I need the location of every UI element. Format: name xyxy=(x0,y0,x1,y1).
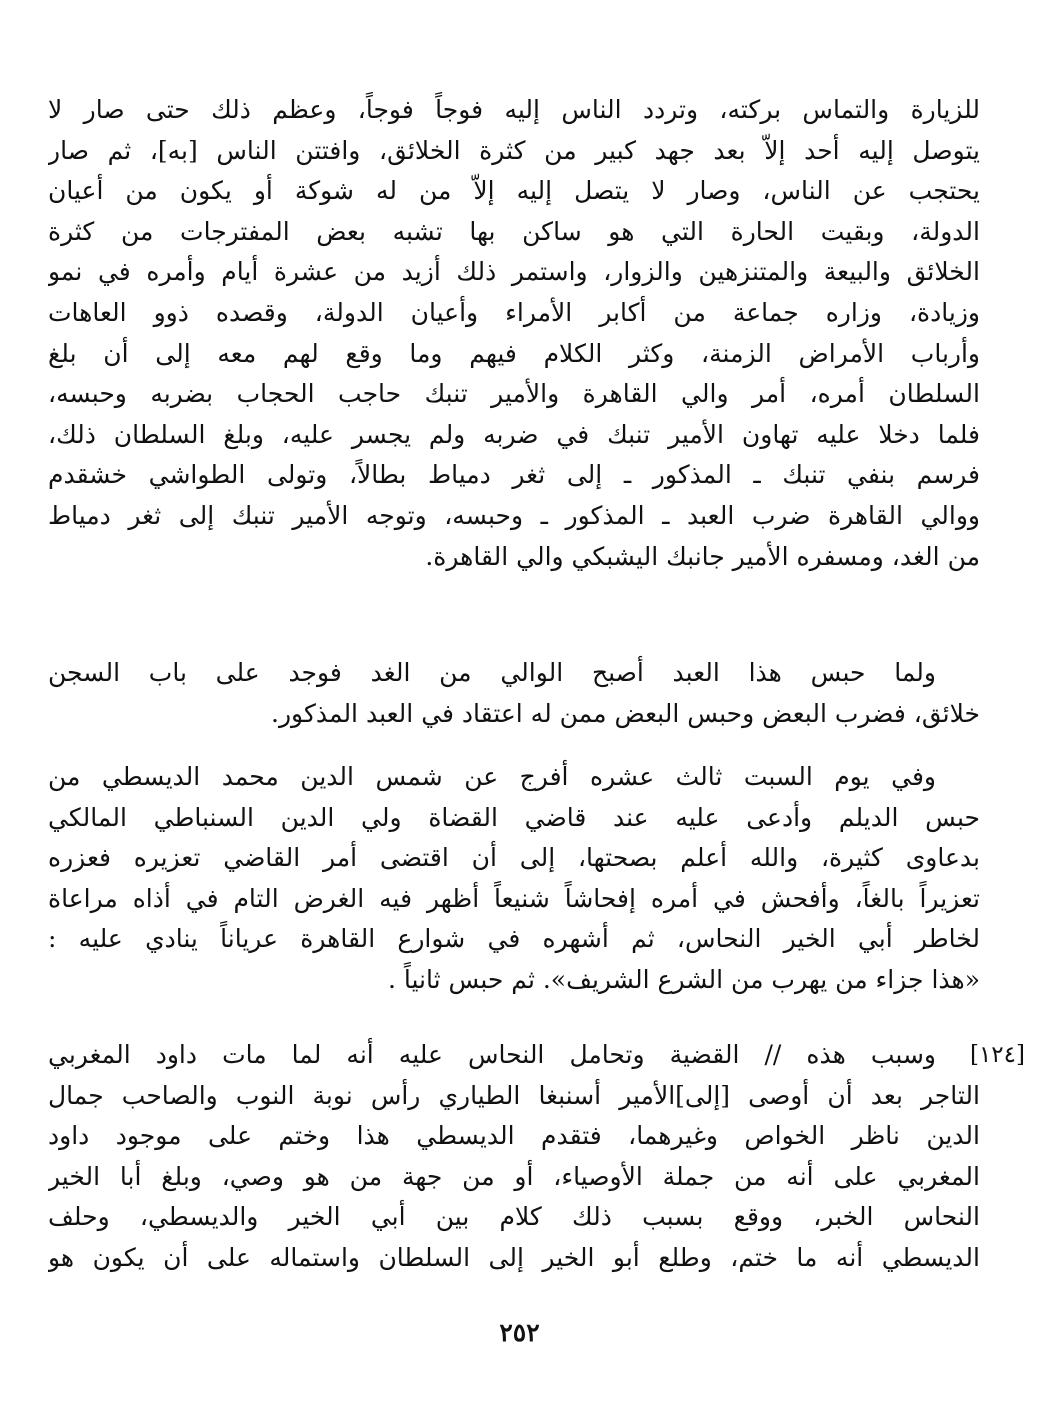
text-line: الخلائق والبيعة والمتنزهين والزوار، واستمر ذلك أزيد من عشرة أيام وأمره في نمو xyxy=(48,257,980,287)
paragraph-3 xyxy=(48,757,980,1001)
text-line: الدين ناظر الخواص وغيرهما، فتقدم الديسطي هذا وختم على موجود داود xyxy=(48,1121,980,1151)
text-line: من الغد، ومسفره الأمير جانبك اليشبكي والي القاهرة. xyxy=(425,541,980,571)
text-line: النحاس الخبر، ووقع بسبب ذلك كلام بين أبي الخير والديسطي، وحلف xyxy=(48,1202,980,1232)
page-number: ٢٥٢ xyxy=(499,1318,540,1347)
paragraph-2 xyxy=(48,653,980,734)
text-line: المغربي على أنه من جملة الأوصياء، أو من جهة من هو وصي، وبلغ أبا الخير xyxy=(48,1161,980,1191)
text-line: يحتجب عن الناس، وصار لا يتصل إليه إلاّ من له شوكة أو يكون من أعيان xyxy=(48,176,980,206)
text-line: حبس الديلم وأدعى عليه عند قاضي القضاة ولي الدين السنباطي المالكي xyxy=(48,802,980,832)
text-line: «هذا جزاء من يهرب من الشرع الشريف». ثم حبس ثانياً . xyxy=(387,964,980,994)
text-line: ولما حبس هذا العبد أصبح الوالي من الغد فوجد على باب السجن xyxy=(48,658,936,687)
text-line: خلائق، فضرب البعض وحبس البعض ممن له اعتقاد في العبد المذكور. xyxy=(271,698,980,728)
margin-marker: [١٢٤] xyxy=(969,1042,1025,1068)
text-line: الديسطي أنه ما ختم، وطلع أبو الخير إلى السلطان واستماله على أن يكون هو xyxy=(48,1242,980,1272)
text-line: السلطان أمره، أمر والي القاهرة والأمير تنبك حاجب الحجاب بضربه وحبسه، xyxy=(48,379,980,409)
text-line: فرسم بنفي تنبك ـ المذكور ـ إلى ثغر دمياط بطالاً، وتولى الطواشي خشقدم xyxy=(48,460,980,490)
text-line: بدعاوى كثيرة، والله أعلم بصحتها، إلى أن اقتضى أمر القاضي تعزيره فعزره xyxy=(48,843,980,873)
text-line: وفي يوم السبت ثالث عشره أفرج عن شمس الدين محمد الديسطي من xyxy=(48,762,936,791)
paragraph-1 xyxy=(48,90,980,577)
text-line: وأرباب الأمراض الزمنة، وكثر الكلام فيهم وما وقع لهم معه إلى أن بلغ xyxy=(48,338,980,368)
text-line: التاجر بعد أن أوصى [إلى]الأمير أسنبغا الطياري رأس نوبة النوب والصاحب جمال xyxy=(48,1080,980,1110)
text-line: لخاطر أبي الخير النحاس، ثم أشهره في شوارع القاهرة عرياناً ينادي عليه : xyxy=(48,924,980,954)
text-line: وزيادة، وزاره جماعة من أكابر الأمراء وأعيان الدولة، وقصده ذوو العاهات xyxy=(48,297,980,327)
text-line: الدولة، وبقيت الحارة التي هو ساكن بها تشبه بعض المفترجات من كثرة xyxy=(48,216,980,246)
text-line: تعزيراً بالغاً، وأفحش في أمره إفحاشاً شنيعاً أظهر فيه الغرض التام في أذاه مراعاة xyxy=(48,883,980,913)
text-line: فلما دخلا عليه تهاون الأمير تنبك في ضربه ولم يجسر عليه، وبلغ السلطان ذلك، xyxy=(48,419,980,449)
text-line: للزيارة والتماس بركته، وتردد الناس إليه فوجاً فوجاً، وعظم ذلك حتى صار لا xyxy=(48,95,980,124)
text-line: يتوصل إليه أحد إلاّ بعد جهد كبير من كثرة الخلائق، وافتتن الناس [به]، ثم صار xyxy=(48,135,980,165)
text-line: وسبب هذه // القضية وتحامل النحاس عليه أنه لما مات داود المغربي xyxy=(48,1040,936,1069)
text-line: ووالي القاهرة ضرب العبد ـ المذكور ـ وحبسه، وتوجه الأمير تنبك إلى ثغر دمياط xyxy=(48,500,980,530)
paragraph-4 xyxy=(48,1035,980,1279)
